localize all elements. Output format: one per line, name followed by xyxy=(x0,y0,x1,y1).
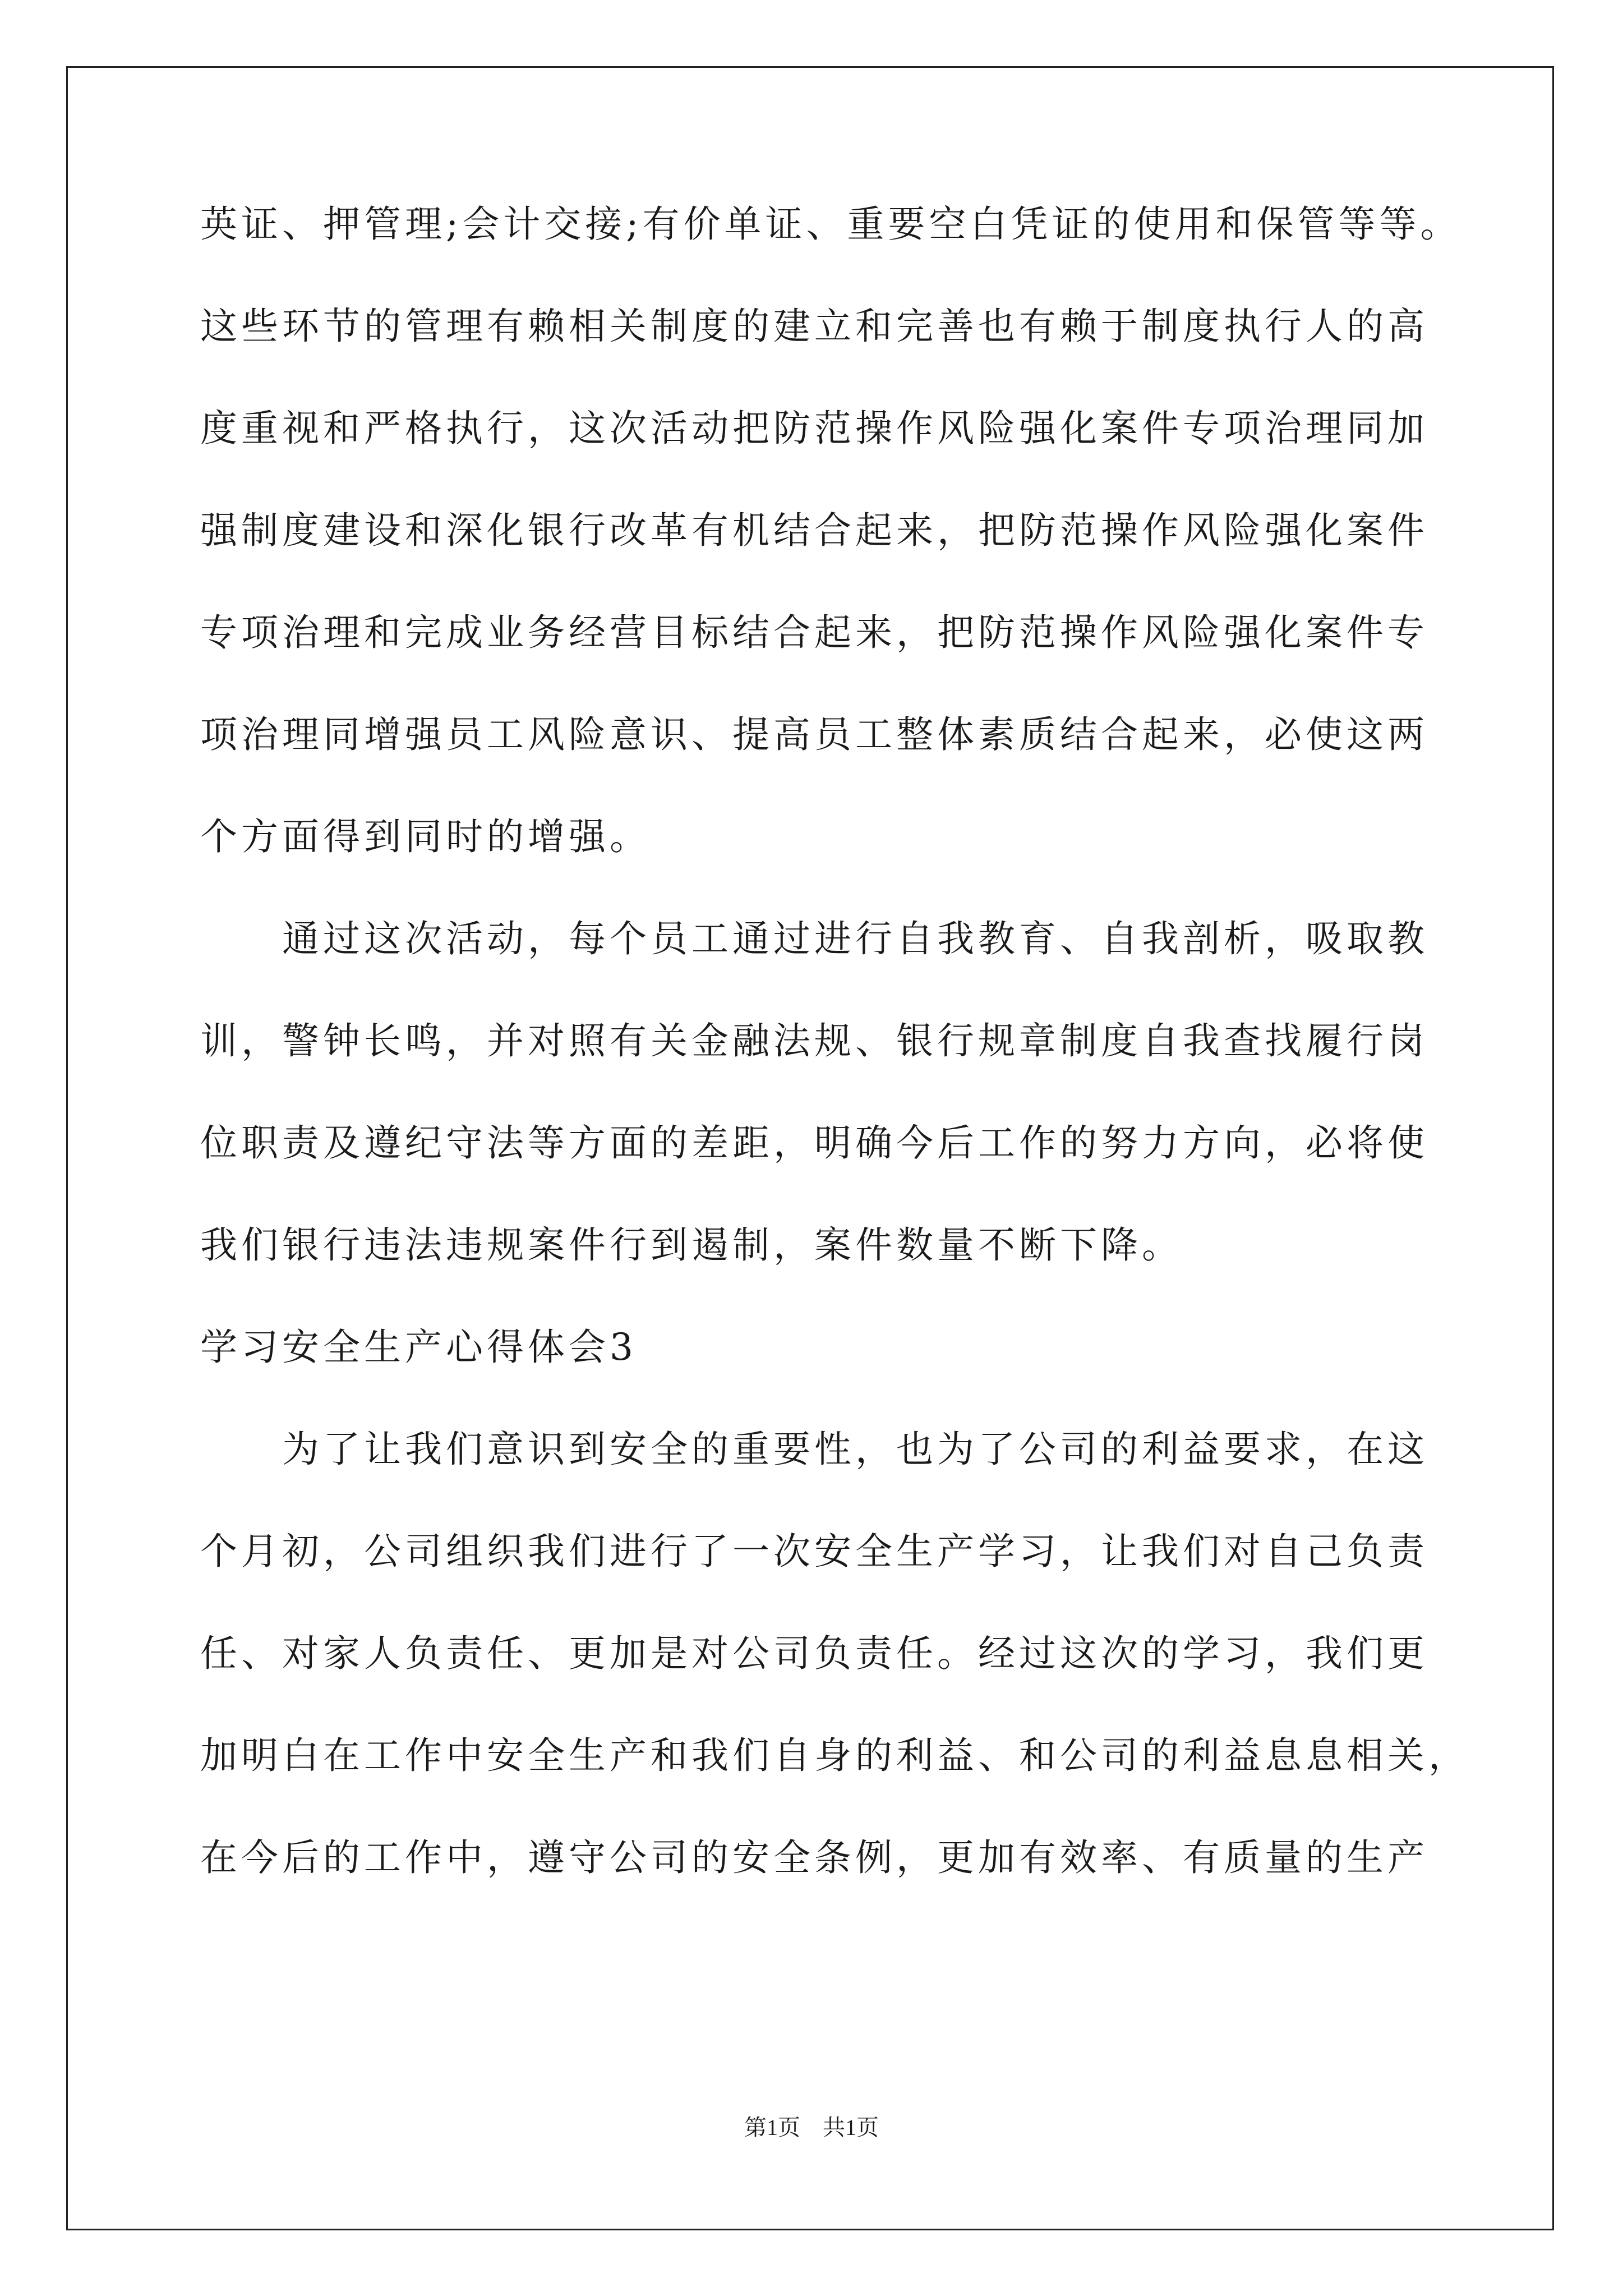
text-line: 加明白在工作中安全生产和我们自身的利益、和公司的利益息息相关， xyxy=(200,1734,1469,1777)
text-line: 位职责及遵纪守法等方面的差距，明确今后工作的努力方向，必将使 xyxy=(200,1121,1428,1165)
text-line: 个方面得到同时的增强。 xyxy=(200,815,651,858)
text-line: 训，警钟长鸣，并对照有关金融法规、银行规章制度自我查找履行岗 xyxy=(200,1019,1428,1062)
text-line: 通过这次活动，每个员工通过进行自我教育、自我剖析，吸取教 xyxy=(200,917,1428,960)
text-line: 在今后的工作中，遵守公司的安全条例，更加有效率、有质量的生产 xyxy=(200,1836,1428,1879)
text-line: 个月初，公司组织我们进行了一次安全生产学习，让我们对自己负责 xyxy=(200,1530,1428,1573)
text-line: 度重视和严格执行，这次活动把防范操作风险强化案件专项治理同加 xyxy=(200,407,1428,450)
text-line: 这些环节的管理有赖相关制度的建立和完善也有赖于制度执行人的高 xyxy=(200,305,1428,348)
text-line: 强制度建设和深化银行改革有机结合起来，把防范操作风险强化案件 xyxy=(200,509,1428,552)
text-line: 任、对家人负责任、更加是对公司负责任。经过这次的学习，我们更 xyxy=(200,1632,1428,1675)
text-line: 项治理同增强员工风险意识、提高员工整体素质结合起来，必使这两 xyxy=(200,713,1428,756)
text-line: 专项治理和完成业务经营目标结合起来，把防范操作风险强化案件专 xyxy=(200,611,1428,654)
text-line: 英证、押管理;会计交接;有价单证、重要空白凭证的使用和保管等等。 xyxy=(200,203,1461,246)
section-heading: 学习安全生产心得体会3 xyxy=(200,1326,637,1369)
text-line: 我们银行违法违规案件行到遏制，案件数量不断下降。 xyxy=(200,1223,1183,1267)
page-number-footer: 第1页 共1页 xyxy=(744,2115,879,2140)
text-line: 为了让我们意识到安全的重要性，也为了公司的利益要求，在这 xyxy=(200,1428,1428,1471)
